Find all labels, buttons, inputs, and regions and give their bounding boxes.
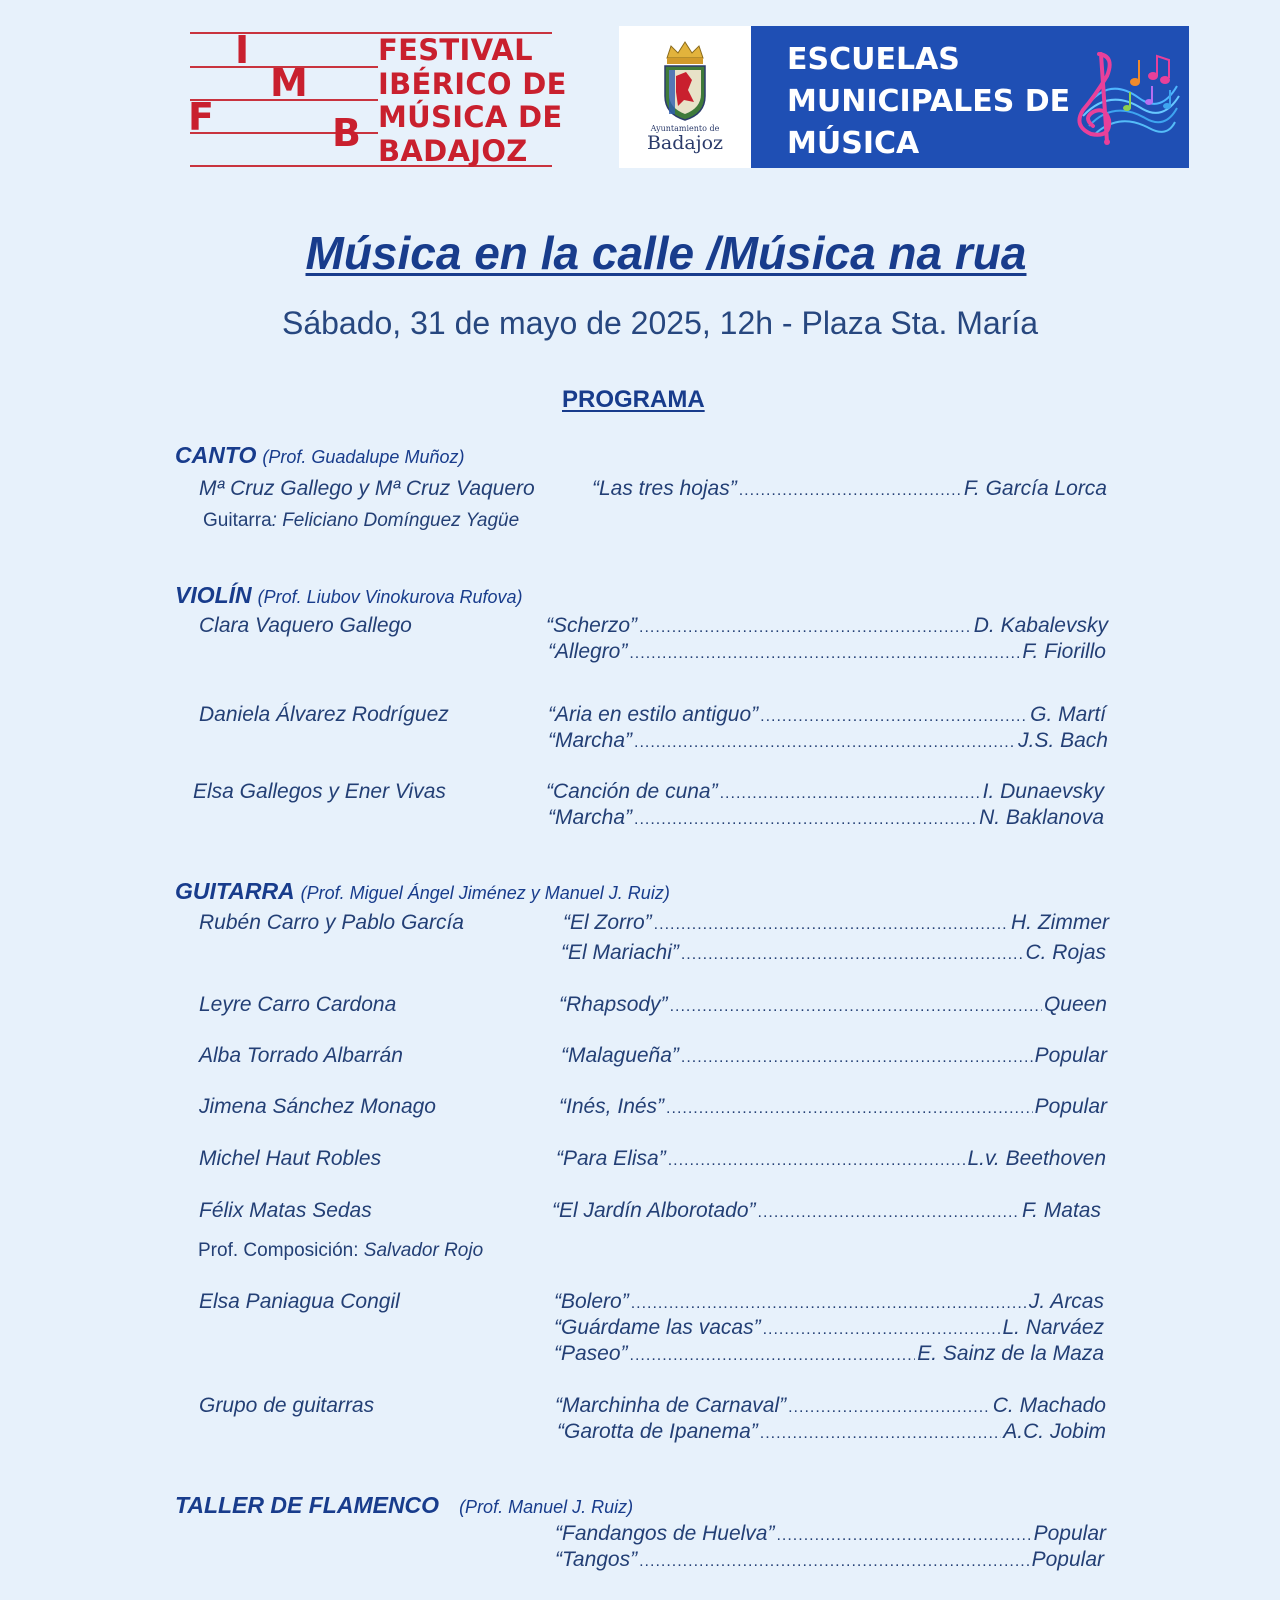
escuelas-title-line: MÚSICA — [787, 126, 920, 161]
composition-teacher-label: Prof. Composición: — [198, 1240, 364, 1261]
piece-title: “Bolero” — [554, 1290, 629, 1313]
section-teacher: (Prof. Liubov Vinokurova Rufova) — [257, 587, 523, 607]
leader-dots — [634, 811, 977, 829]
logo-letter-f: F — [188, 95, 214, 139]
performer-name: Elsa Paniagua Congil — [199, 1290, 400, 1313]
festival-logo — [188, 28, 567, 168]
section-heading-canto — [175, 442, 464, 469]
leader-dots — [654, 916, 1009, 934]
piece-title: “Para Elisa” — [556, 1147, 666, 1170]
piece-row — [559, 1095, 1107, 1119]
badajoz-crest — [619, 26, 751, 168]
piece-composer: J.S. Bach — [1018, 729, 1108, 752]
piece-composer: C. Machado — [992, 1394, 1106, 1417]
festival-logo-line: IBÉRICO DE — [378, 66, 567, 101]
piece-composer: Popular — [1034, 1095, 1107, 1118]
performer-name: Grupo de guitarras — [199, 1394, 375, 1417]
leader-dots — [760, 708, 1028, 726]
piece-composer: G. Martí — [1030, 703, 1106, 726]
festival-logo-line: MÚSICA DE — [378, 100, 563, 134]
performer-name: Félix Matas Sedas — [199, 1199, 372, 1222]
accompanist-name: : Feliciano Domínguez Yagüe — [271, 510, 520, 531]
logo-letter-i: I — [235, 28, 250, 72]
piece-title: “Canción de cuna” — [546, 780, 718, 803]
piece-composer: Popular — [1031, 1548, 1104, 1571]
municipality-small-label: Ayuntamiento de — [650, 124, 720, 133]
piece-title: “Aria en estilo antiguo” — [548, 703, 759, 726]
piece-composer: N. Baklanova — [979, 806, 1104, 829]
piece-row — [557, 1420, 1106, 1444]
leader-dots — [639, 619, 972, 637]
event-title: Música en la calle /Música na rua — [305, 227, 1027, 279]
piece-row — [548, 729, 1108, 753]
section-heading-guitarra — [175, 878, 670, 905]
piece-composer: I. Dunaevsky — [982, 780, 1104, 803]
leader-dots — [776, 1527, 1031, 1545]
leader-dots — [668, 1152, 966, 1170]
piece-composer: L. Narváez — [1002, 1316, 1104, 1339]
section-teacher: (Prof. Miguel Ángel Jiménez y Manuel J. Ruiz) — [300, 883, 670, 903]
piece-row — [554, 1342, 1104, 1366]
piece-row — [555, 1394, 1106, 1418]
piece-composer: Popular — [1034, 1044, 1107, 1067]
piece-title: “El Mariachi” — [561, 941, 679, 964]
piece-row — [555, 1522, 1106, 1546]
piece-row — [556, 1147, 1106, 1171]
piece-row — [548, 806, 1104, 830]
piece-row — [563, 911, 1109, 935]
piece-title: “El Zorro” — [563, 911, 652, 934]
piece-composer: F. Matas — [1022, 1199, 1101, 1222]
performer-name: Alba Torrado Albarrán — [199, 1044, 403, 1067]
piece-row — [561, 941, 1106, 965]
piece-row — [552, 1199, 1101, 1223]
leader-dots — [639, 1553, 1030, 1571]
leader-dots — [629, 645, 1020, 663]
piece-row — [555, 1548, 1104, 1572]
piece-row — [561, 1044, 1107, 1068]
performer-name: Michel Haut Robles — [199, 1147, 382, 1170]
section-teacher: (Prof. Guadalupe Muñoz) — [262, 447, 465, 467]
leader-dots — [758, 1204, 1021, 1222]
escuelas-logo — [619, 26, 1189, 168]
piece-composer: A.C. Jobim — [1003, 1420, 1106, 1443]
piece-title: “El Jardín Alborotado” — [552, 1199, 756, 1222]
piece-title: “Garotta de Ipanema” — [557, 1420, 758, 1443]
section-name: VIOLÍN — [175, 582, 252, 608]
accompanist-note — [203, 510, 519, 532]
composition-teacher-note — [198, 1240, 483, 1262]
piece-composer: J. Arcas — [1028, 1290, 1104, 1313]
performer-name: Elsa Gallegos y Ener Vivas — [193, 780, 446, 803]
festival-logo-line: BADAJOZ — [378, 133, 528, 168]
leader-dots — [681, 1049, 1033, 1067]
piece-title: “Inés, Inés” — [559, 1095, 665, 1118]
escuelas-title-line: MUNICIPALES DE — [787, 84, 1071, 119]
municipality-name: Badajoz — [646, 132, 724, 154]
section-teacher: (Prof. Manuel J. Ruiz) — [459, 1497, 634, 1517]
leader-dots — [720, 785, 981, 803]
piece-title: “Malagueña” — [561, 1044, 679, 1067]
piece-composer: F. García Lorca — [963, 477, 1107, 500]
festival-logo-line: FESTIVAL — [378, 33, 533, 67]
piece-title: “Marcha” — [548, 729, 633, 752]
piece-composer: D. Kabalevsky — [973, 614, 1108, 637]
piece-row — [554, 1290, 1104, 1314]
piece-title: “Marcha” — [548, 806, 633, 829]
piece-title: “Rhapsody” — [559, 993, 668, 1016]
leader-dots — [763, 1321, 1001, 1339]
piece-composer: Popular — [1033, 1522, 1106, 1545]
piece-title: “Paseo” — [554, 1342, 628, 1365]
piece-title: “Allegro” — [548, 640, 628, 663]
performer-name: Leyre Carro Cardona — [199, 993, 397, 1016]
leader-dots — [666, 1100, 1033, 1118]
escuelas-title-line: ESCUELAS — [787, 42, 960, 77]
piece-row — [548, 703, 1106, 727]
section-name: CANTO — [175, 442, 257, 468]
section-heading-flamenco — [175, 1492, 633, 1519]
logo-letter-m: M — [270, 61, 308, 105]
leader-dots — [631, 1295, 1027, 1313]
logo-letter-b: B — [332, 111, 361, 155]
piece-title: “Las tres hojas” — [592, 477, 737, 500]
section-name: GUITARRA — [175, 878, 295, 904]
performer-name: Mª Cruz Gallego y Mª Cruz Vaquero — [199, 477, 535, 500]
piece-title: “Fandangos de Huelva” — [555, 1522, 775, 1545]
piece-composer: Queen — [1043, 993, 1107, 1016]
leader-dots — [634, 734, 1016, 752]
leader-dots — [739, 482, 962, 500]
leader-dots — [681, 946, 1024, 964]
performer-name: Rubén Carro y Pablo García — [199, 911, 464, 934]
piece-row — [546, 614, 1108, 638]
piece-row — [559, 993, 1107, 1017]
piece-row — [592, 477, 1107, 501]
programa-heading: PROGRAMA — [562, 386, 705, 413]
leader-dots — [760, 1425, 1002, 1443]
composition-teacher-name: Salvador Rojo — [363, 1240, 484, 1261]
leader-dots — [670, 998, 1042, 1016]
performer-name: Clara Vaquero Gallego — [199, 614, 412, 637]
section-heading-violin — [175, 582, 522, 609]
piece-title: “Guárdame las vacas” — [554, 1316, 761, 1339]
piece-title: “Marchinha de Carnaval” — [555, 1394, 787, 1417]
shield-icon — [661, 40, 709, 122]
piece-title: “Tangos” — [555, 1548, 638, 1571]
piece-composer: L.v. Beethoven — [967, 1147, 1106, 1170]
treble-clef-notes-icon — [1069, 46, 1181, 146]
piece-row — [548, 640, 1106, 664]
escuelas-banner — [751, 26, 1189, 168]
piece-row — [554, 1316, 1104, 1340]
section-name: TALLER DE FLAMENCO — [175, 1492, 440, 1518]
piece-composer: F. Fiorillo — [1022, 640, 1106, 663]
festival-logo-text — [378, 34, 567, 168]
escuelas-title — [787, 39, 1070, 165]
performer-name: Jimena Sánchez Monago — [199, 1095, 436, 1118]
piece-composer: C. Rojas — [1025, 941, 1106, 964]
performer-name: Daniela Álvarez Rodríguez — [199, 703, 449, 726]
piece-row — [546, 780, 1104, 804]
accompanist-label: Guitarra — [203, 510, 272, 531]
piece-composer: H. Zimmer — [1011, 911, 1109, 934]
leader-dots — [788, 1399, 991, 1417]
piece-title: “Scherzo” — [546, 614, 638, 637]
leader-dots — [630, 1347, 916, 1365]
piece-composer: E. Sainz de la Maza — [917, 1342, 1104, 1365]
event-date-location: Sábado, 31 de mayo de 2025, 12h - Plaza Sta. María — [281, 305, 1039, 341]
